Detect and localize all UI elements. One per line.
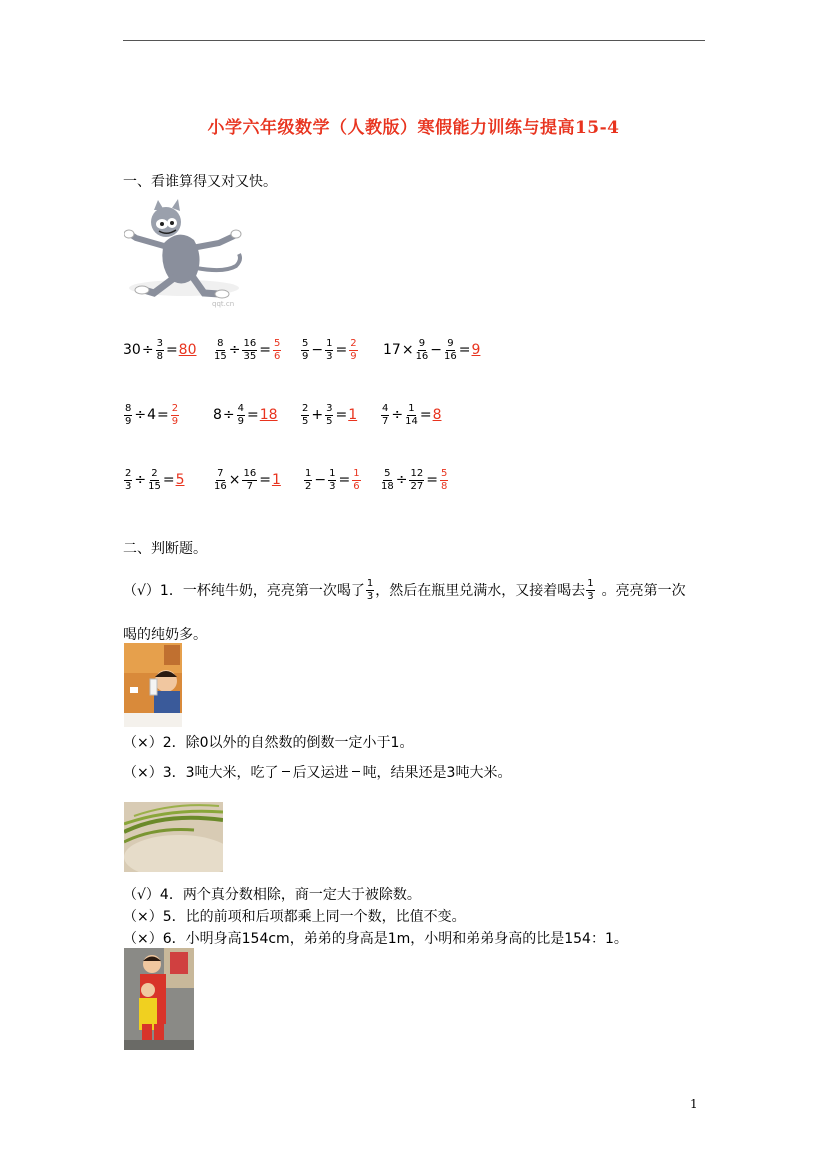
calc-row-3 bbox=[123, 460, 723, 500]
answer: 1 bbox=[271, 472, 281, 488]
judge-item-1: （√） 1．一杯纯牛奶，亮亮第一次喝了 $\frac{1}{3}$ ，然后在瓶里兑满水，又接着喝去 $\frac{1}{3}$ 。亮亮第一次 bbox=[123, 577, 686, 602]
fraction: $\frac{1}{3}$ bbox=[329, 467, 336, 492]
answer-fraction: $\frac{5}{8}$ bbox=[440, 467, 448, 492]
answer: 1 bbox=[348, 407, 358, 423]
fraction: $\frac{8}{9}$ bbox=[125, 402, 132, 427]
fraction: $\frac{16}{7}$ bbox=[243, 467, 257, 492]
fraction: $\frac{1}{2}$ bbox=[305, 467, 312, 492]
calc-item: $\frac{8}{9}$ ÷ 4 = $\frac{2}{9}$ bbox=[125, 402, 179, 427]
judge-mark: （×） bbox=[123, 909, 163, 925]
judge-mark: （√） bbox=[123, 583, 160, 599]
calc-item: 8 ÷ $\frac{4}{9}$ = 18 bbox=[213, 402, 278, 427]
judge-item-2: （×）2．除0以外的自然数的倒数一定小于1。 bbox=[123, 735, 414, 751]
section-2-heading: 二、判断题。 bbox=[123, 541, 207, 557]
fraction: $\frac{3}{5}$ bbox=[326, 402, 333, 427]
answer: 8 bbox=[432, 407, 442, 423]
answer-fraction: $\frac{1}{6}$ bbox=[353, 467, 360, 492]
fraction: $\frac{1}{3}$ bbox=[366, 577, 374, 602]
judge-mark: （×） bbox=[123, 931, 163, 947]
fraction: $\frac{2}{3}$ bbox=[125, 467, 132, 492]
answer-fraction: $\frac{2}{9}$ bbox=[350, 337, 357, 362]
calc-item: $\frac{5}{18}$ ÷ $\frac{12}{27}$ = $\frac{5}{8}$ bbox=[381, 467, 448, 492]
answer: 80 bbox=[178, 342, 197, 358]
fraction: $\frac{1}{3}$ bbox=[326, 337, 333, 362]
fraction: $\frac{1}{3}$ bbox=[587, 577, 594, 602]
judge-item-6: （×）6．小明身高154cm，弟弟的身高是1m，小明和弟弟身高的比是154：1。 bbox=[123, 931, 628, 947]
header-rule bbox=[123, 40, 705, 41]
calc-row-2 bbox=[123, 395, 723, 435]
fraction: $\frac{7}{16}$ bbox=[214, 467, 227, 492]
judge-mark: （×） bbox=[123, 765, 163, 781]
calc-item: $\frac{2}{5}$ + $\frac{3}{5}$ = 1 bbox=[302, 402, 358, 427]
judge-item-4: （√）4．两个真分数相除，商一定大于被除数。 bbox=[123, 887, 421, 903]
fraction: $\frac{5}{9}$ bbox=[302, 337, 309, 362]
calc-item: $\frac{5}{9}$ − $\frac{1}{3}$ = $\frac{2}{9}$ bbox=[302, 337, 357, 362]
answer-fraction: $\frac{2}{9}$ bbox=[171, 402, 179, 427]
fraction: $\frac{4}{7}$ bbox=[382, 402, 389, 427]
fraction: $\frac{9}{16}$ bbox=[444, 337, 457, 362]
page-number: 1 bbox=[690, 1097, 698, 1111]
fraction: $\frac{4}{9}$ bbox=[237, 402, 245, 427]
section-1-heading: 一、看谁算得又对又快。 bbox=[123, 174, 277, 190]
calc-item: $\frac{7}{16}$ × $\frac{16}{7}$ = 1 bbox=[214, 467, 281, 492]
answer: 5 bbox=[175, 472, 185, 488]
calc-item: $\frac{8}{15}$ ÷ $\frac{16}{35}$ = $\frac{5}{6}$ bbox=[214, 337, 281, 362]
calc-item: $\frac{1}{2}$ − $\frac{1}{3}$ = $\frac{1}{6}$ bbox=[305, 467, 360, 492]
judge-item-1-cont: 喝的纯奶多。 bbox=[123, 627, 207, 643]
calc-row-1 bbox=[123, 330, 723, 370]
fraction: $\frac{2}{15}$ bbox=[148, 467, 161, 492]
judge-item-3: （×） 3．3吨大米，吃了 后又运进 吨，结果还是3吨大米。 bbox=[123, 762, 511, 782]
answer: 18 bbox=[259, 407, 278, 423]
answer-fraction: $\frac{5}{6}$ bbox=[273, 337, 281, 362]
fraction: $\frac{8}{15}$ bbox=[214, 337, 227, 362]
photo-boy-drinking-milk bbox=[124, 643, 182, 727]
photo-brothers bbox=[124, 948, 194, 1050]
page-title: 小学六年级数学（人教版）寒假能力训练与提高15-4 bbox=[207, 118, 620, 138]
judge-mark: （×） bbox=[123, 735, 163, 751]
fraction: $\frac{12}{27}$ bbox=[410, 467, 424, 492]
fraction: $\frac{5}{18}$ bbox=[381, 467, 394, 492]
fraction: $\frac{1}{14}$ bbox=[405, 402, 418, 427]
fraction: $\frac{3}{8}$ bbox=[156, 337, 163, 362]
photo-rice bbox=[124, 802, 223, 872]
cartoon-cat-illustration bbox=[124, 198, 250, 310]
fraction: $\frac{16}{35}$ bbox=[243, 337, 257, 362]
answer: 9 bbox=[471, 342, 481, 358]
judge-mark: （√） bbox=[123, 887, 160, 903]
calc-item: $\frac{2}{3}$ ÷ $\frac{2}{15}$ = 5 bbox=[125, 467, 185, 492]
watermark-text: qqt.cn bbox=[212, 300, 235, 308]
calc-item: $\frac{4}{7}$ ÷ $\frac{1}{14}$ = 8 bbox=[382, 402, 442, 427]
calc-item: 17 × $\frac{9}{16}$ − $\frac{9}{16}$ = 9 bbox=[383, 337, 481, 362]
judge-item-5: （×）5．比的前项和后项都乘上同一个数，比值不变。 bbox=[123, 909, 466, 925]
fraction: $\frac{2}{5}$ bbox=[302, 402, 309, 427]
calc-item: 30 ÷ $\frac{3}{8}$ = 80 bbox=[123, 337, 197, 362]
fraction: $\frac{9}{16}$ bbox=[415, 337, 429, 362]
